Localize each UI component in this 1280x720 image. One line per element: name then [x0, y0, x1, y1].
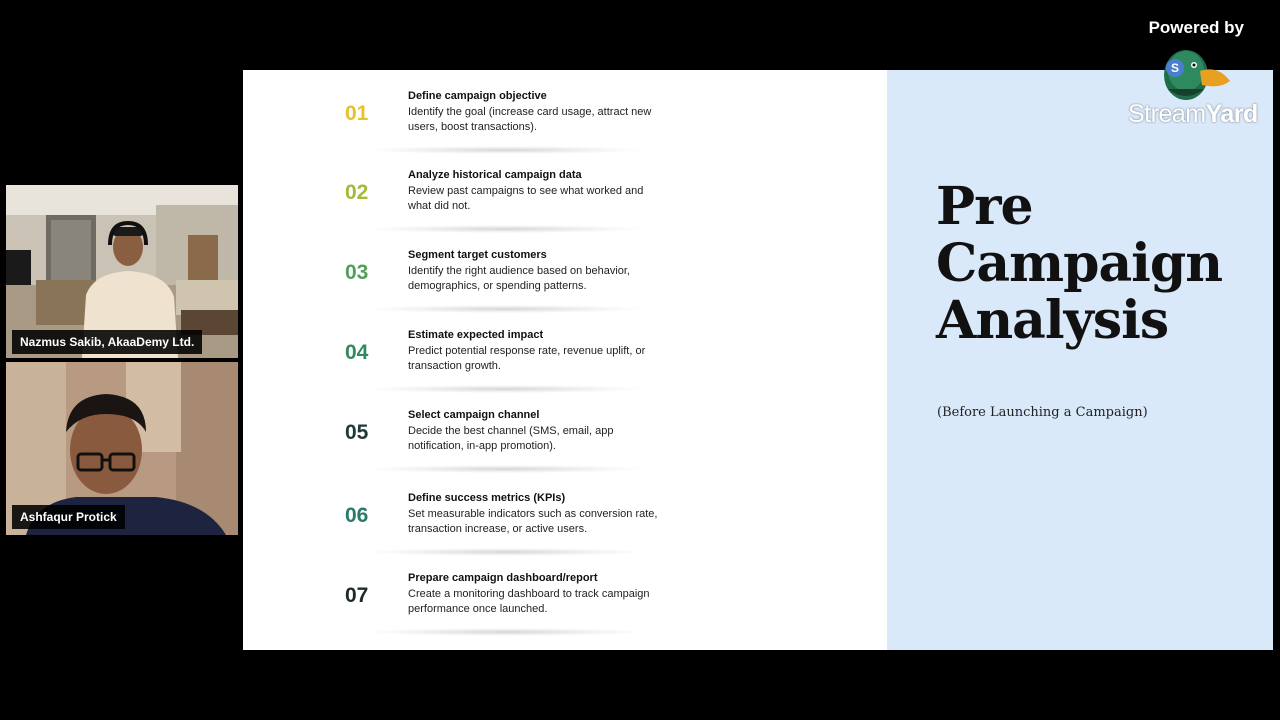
step-number: 06	[345, 504, 369, 527]
slide-title-panel	[887, 70, 1273, 650]
step-item-2	[343, 169, 663, 239]
streamyard-duck-logo-icon	[1160, 45, 1234, 103]
step-divider	[368, 146, 643, 154]
step-divider	[368, 305, 643, 313]
step-title: Segment target customers	[408, 249, 547, 261]
step-number: 02	[345, 181, 369, 204]
presentation-slide	[243, 70, 1273, 650]
participant-name-2: Ashfaqur Protick	[12, 505, 125, 529]
step-item-6	[343, 492, 663, 562]
step-item-3	[343, 249, 663, 319]
step-divider	[368, 385, 643, 393]
streamyard-logo-text	[1128, 100, 1258, 129]
step-title: Define success metrics (KPIs)	[408, 492, 566, 504]
step-divider	[368, 628, 643, 636]
step-description: Identify the right audience based on behavior, demographics, or spending patterns.	[408, 265, 630, 292]
slide-title-line-3: Analysis	[936, 290, 1169, 351]
powered-by-label: Powered by	[1148, 18, 1244, 37]
step-title: Select campaign channel	[408, 409, 540, 421]
step-description: Identify the goal (increase card usage, attract new users, boost transactions).	[408, 106, 652, 133]
step-description: Create a monitoring dashboard to track campaign performance once launched.	[408, 588, 650, 615]
step-item-4	[343, 329, 663, 399]
slide-title	[936, 178, 1222, 349]
svg-text:S: S	[1170, 61, 1180, 75]
step-description: Decide the best channel (SMS, email, app notification, in-app promotion).	[408, 425, 614, 452]
step-description: Predict potential response rate, revenue uplift, or transaction growth.	[408, 345, 646, 372]
step-number: 03	[345, 261, 369, 284]
step-number: 04	[345, 341, 369, 364]
participant-name-1: Nazmus Sakib, AkaaDemy Ltd.	[12, 330, 202, 354]
slide-title-line-1: Pre	[936, 176, 1033, 237]
participant-tile-1[interactable]	[6, 185, 238, 358]
step-number: 05	[345, 421, 369, 444]
step-number: 01	[345, 102, 369, 125]
slide-subtitle: (Before Launching a Campaign)	[937, 405, 1148, 420]
logo-text-bold: Yard	[1205, 100, 1258, 128]
step-divider	[368, 465, 643, 473]
participant-tile-2[interactable]	[6, 362, 238, 535]
step-title: Estimate expected impact	[408, 329, 544, 341]
step-number: 07	[345, 584, 369, 607]
steps-list	[243, 70, 887, 650]
step-divider	[368, 548, 643, 556]
step-item-5	[343, 409, 663, 479]
step-title: Prepare campaign dashboard/report	[408, 572, 598, 584]
step-title: Analyze historical campaign data	[408, 169, 582, 181]
step-description: Set measurable indicators such as conversion rate, transaction increase, or active users.	[408, 508, 658, 535]
logo-text-light: Stream	[1128, 100, 1206, 128]
step-item-1	[343, 90, 663, 160]
step-item-7	[343, 572, 663, 642]
step-divider	[368, 225, 643, 233]
step-description: Review past campaigns to see what worked and what did not.	[408, 185, 644, 212]
step-title: Define campaign objective	[408, 90, 547, 102]
slide-title-line-2: Campaign	[936, 233, 1223, 294]
